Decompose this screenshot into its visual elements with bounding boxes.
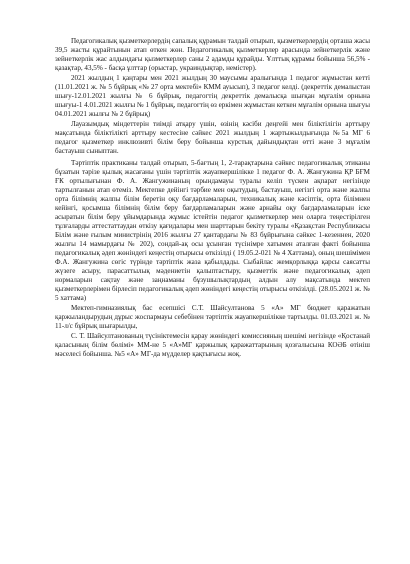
document-body bbox=[55, 37, 370, 359]
paragraph-staff-composition: Педагогикалық қызметкерлердің сапалық құрамын талдай отырып, қызметкерлердің орташа жасы 39,5 жасты құрайтынын атап өткен жөн. Педагогикалық қызметкерлер арасында зейнеткерлік және зейнеткерлік жас алдындағы қызметкерлер саны 2 адамды құрайды. Ұлттық құрамы бойынша 56,5% - қазақтар, 43,5% - басқа ұлттар (орыстар, украиндықтар, немістер). bbox=[55, 37, 370, 72]
paragraph-qualification: Лауазымдық міндеттерін тиімді атқару үшін, өзінің кәсіби деңгейі мен біліктілігін арттыру мақсатында біліктілікті арттыру кестесіне сәйкес 2021 жылдың 1 жартыжылдығында №5а МГ 6 педагог қызметкер инклюзивті білім беру бойынша курстық дайындықтан өтті және 3 мұғалім бастауыш сыныптан. bbox=[55, 120, 370, 155]
paragraph-accountant-discipline: Мектеп-гимназиялық бас есепшісі С.Т. Шайсултанова 5 «А» МГ бюджет қаражатын қаржыландырудың дұрыс жоспармауы себебінен тәртіптік жауапкершілікке тартылды. 01.03.2021 ж. № 11-л/с бұйрық шығарылды, bbox=[55, 304, 370, 330]
paragraph-staff-movement: 2021 жылдың 1 қаңтары мен 2021 жылдың 30 маусымы аралығында 1 педагог жұмыстан кетті (11.01.2021 ж. № 5 бұйрық «№ 27 орта мектебі» КММ ауысып), 3 педагог келді. (декреттік демалыстан шығу-12.01.2021 жылғы № 6 бұйрық, педагогтің декреттік демалысқа шығқан мұғалім орнына шығуы-1 4.01.2021 жылғы № 1 бұйрық, педагогтің өз еркімен жұмыстан кеткен мұғалім орнына шығуы 04.01.2021 жылғы № 2 бұйрық) bbox=[55, 74, 370, 118]
paragraph-disciplinary-practice: Тәртіптік практиканы талдай отырып, 5-бағтың 1, 2-тарақтарына сәйкес педагогикалық этиканы бұзатын тәрізе қылық жасағаны үшін тәртіптік жауапкершілікке 1 педагог Ф. А. Жангужина ҚР БҒМ ҒК ортылығынан Ф. А. Жангужинаның орындамауы туралы келіп түскен ақпарат негізінде тартылғанын атап өтеміз. Мектепке дейінгі тәрбие мен оқытудың, бастауыш, негізгі орта және жалпы орта білімнің жалпы білім беретін оқу бағдарламаларын, техникалық және кәсіптік, орта білімнен кейінгі, қосымша білімнің білім беру бағдарламаларын және арнайы оқу бағдарламаларын іске асыратын білім беру ұйымдарында жұмыс істейтін педагог қызметкерлер мен оларға теңестірілген тұлғаларды аттестаттаудан өткізу қағидалары мен шарттарын бекіту туралы «Қазақстан Республикасы Білім және ғылым министрінің 2016 жылғы 27 қантардағы № 83 бұйрығына сәйкес 1-кезеннен, 2020 жылғы 14 мамырдағы № 202), сондай-ақ осы ұсынған түсінімре хатымен аталған факті бойынша педагогикалық әдеп жөніндегі кеңестің отырысы өткізілді ( 19.05.2-021 № 4 Хаттама), оның шешімімен Ф.А. Жангужина сөгіс түрінде тәртіптік жаза қабылдады. Сыбайлас жемқорлыққа қарсы саясатты жүзеге асыру, парасаттылық мәдениетін қалыптастыру, қызметтік және педагогикалық әдеп нормаларын сақтау және заңнаманы бұзушылықтардың алдын алу мақсатында мектеп қызметкерлерімен бірлесіп педагогикалық әдеп жөніндегі кеңестің отырысы өткізілді. (28.05.2021 ж. № 5 хаттама) bbox=[55, 159, 370, 302]
paragraph-commission-decision: С. Т. Шайсултанованың түсініктемесін қарау жөніндегі комиссияның шешімі негізінде «Қостанай қаласының білім бөлімі» ММ-не 5 «А»МГ қаржылық қаражаттарының қозғалысына КОӘБ өтініш мәселесі бойынша. №5 «А» МГ-да мүдделер қақтығысы жоқ. bbox=[55, 332, 370, 358]
